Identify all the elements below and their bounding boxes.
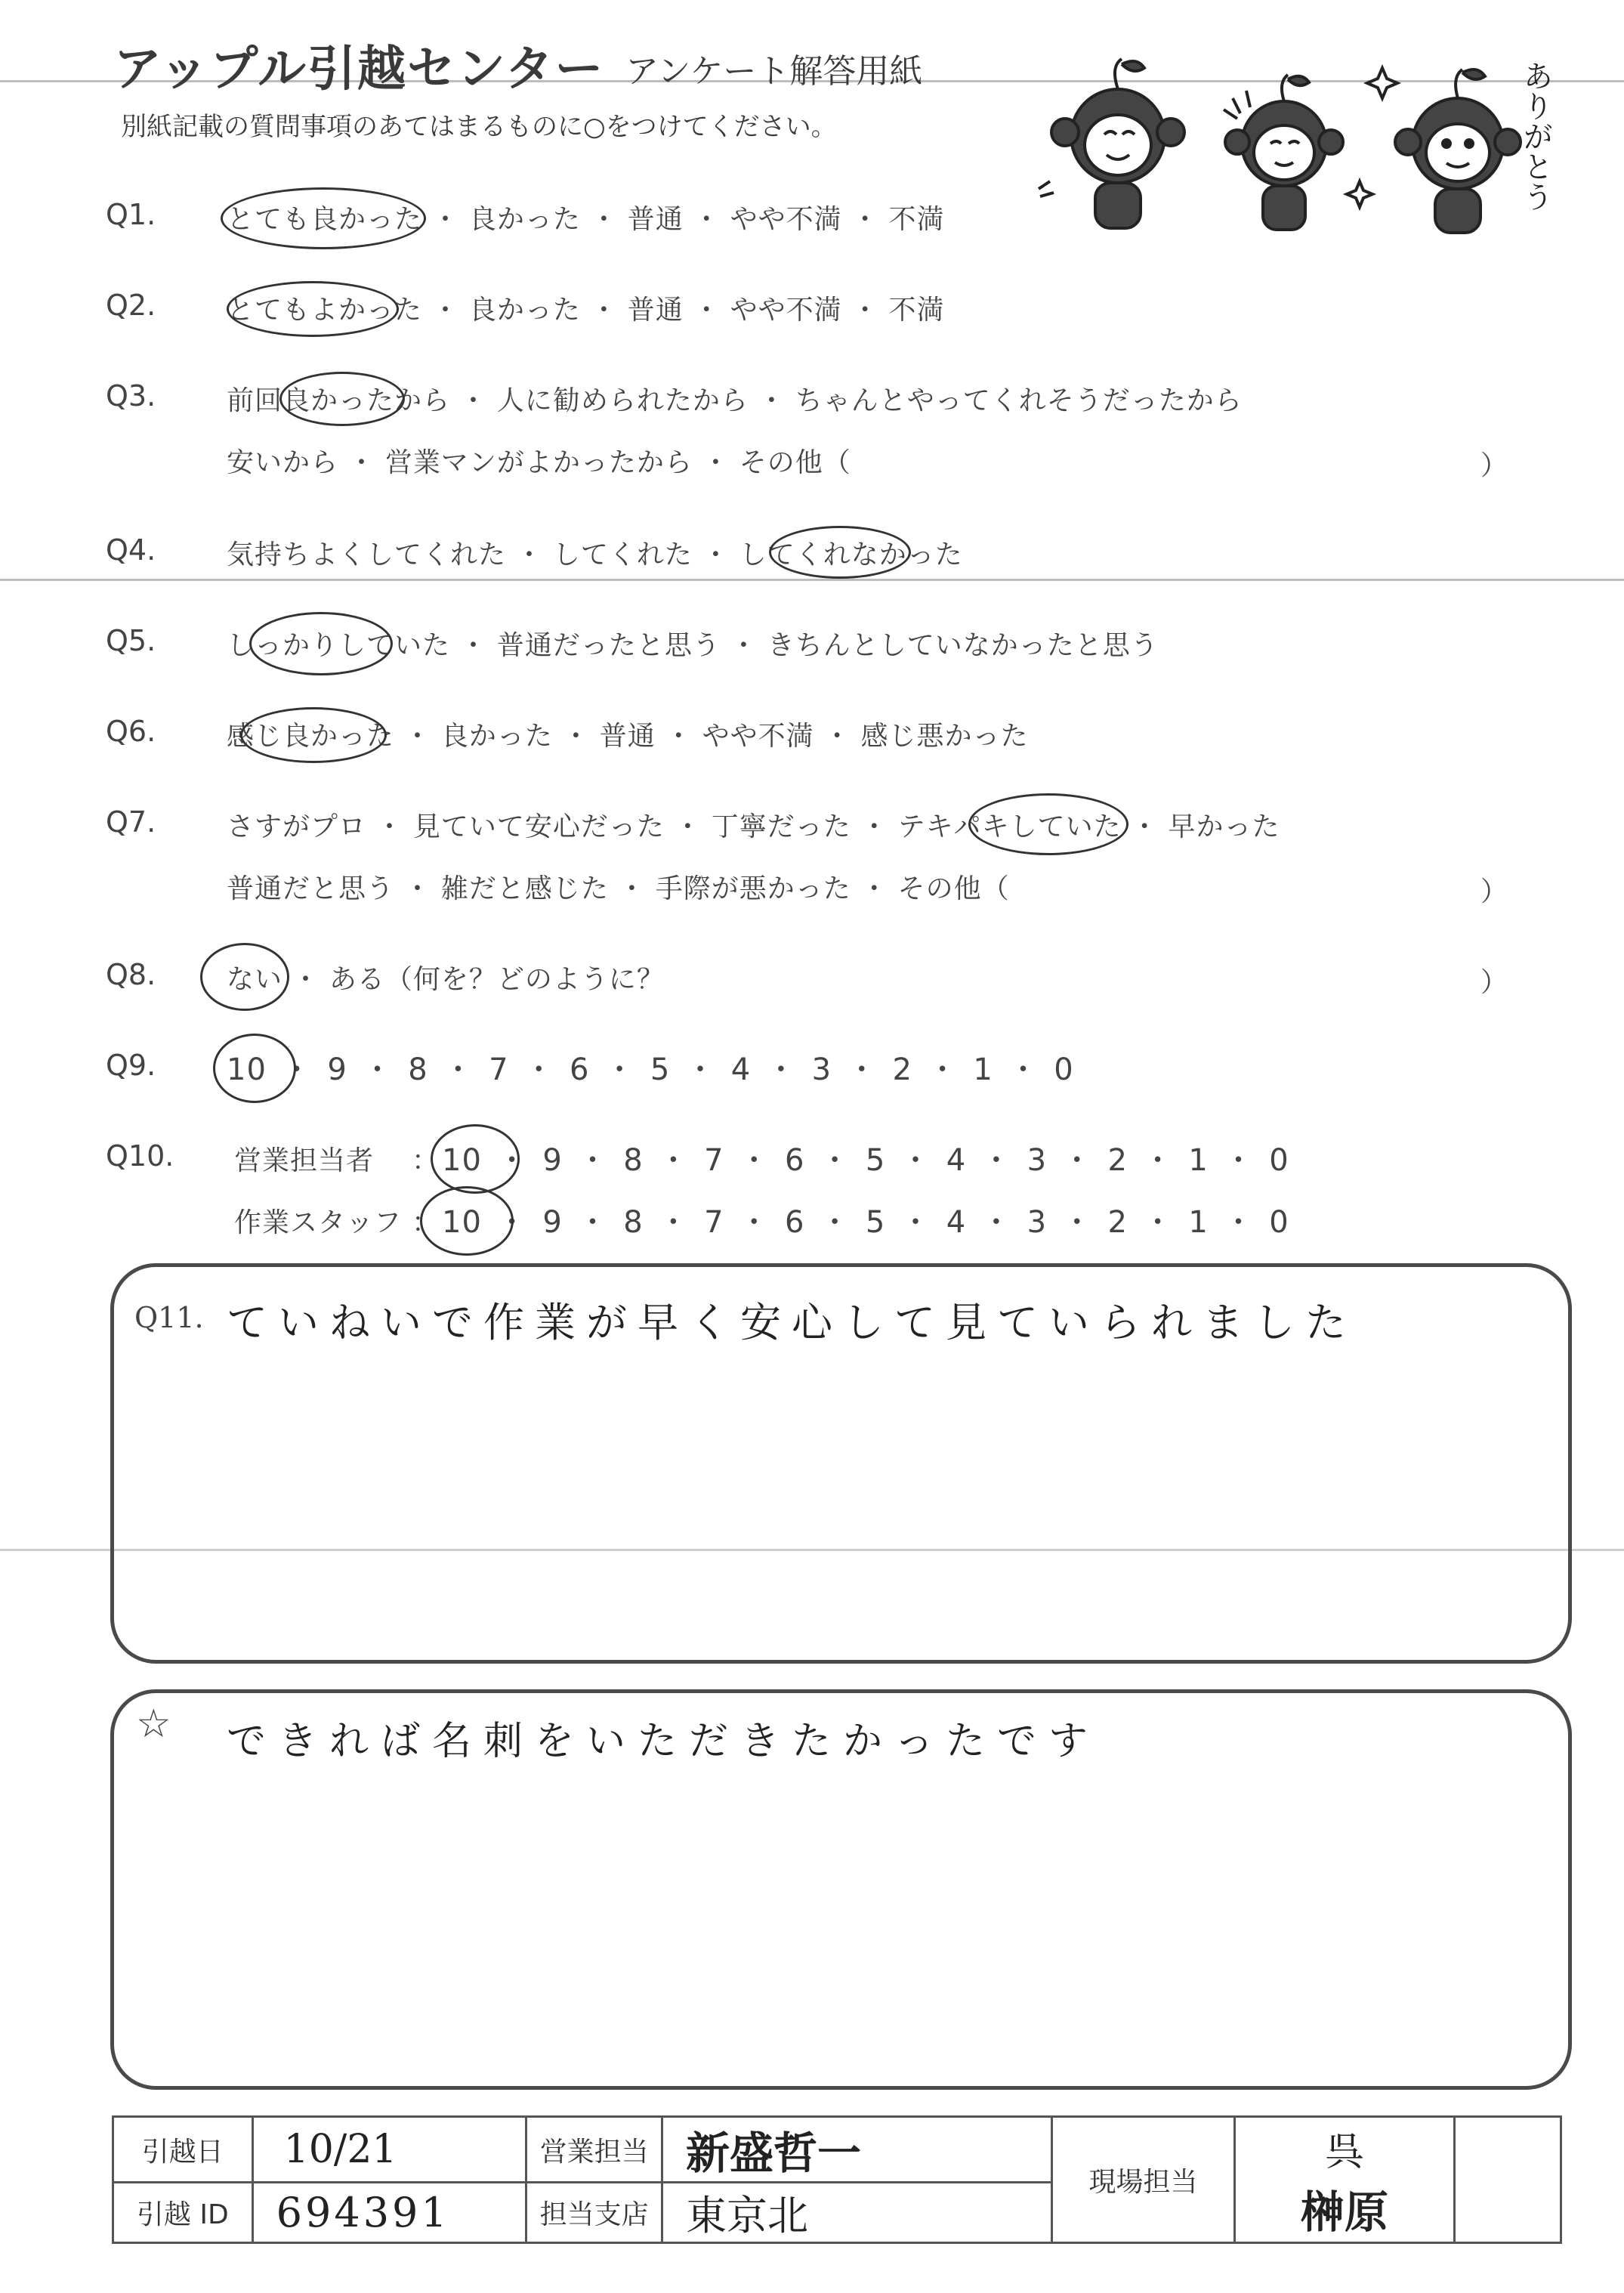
q6-label: Q6. [106,715,156,748]
moving-id-text: 694391 [276,2189,450,2236]
q3-label: Q3. [106,379,156,413]
form-subtitle: アンケート解答用紙 [625,52,923,91]
q2-options[interactable]: とてもよかった ・ 良かった ・ 普通 ・ やや不満 ・ 不満 [227,295,945,326]
answer-circle-q5 [249,612,393,675]
q8-paren-close: ） [1480,967,1508,998]
company-title: アップル引越センター [113,42,605,97]
monkey-right-icon [1395,70,1521,233]
site-name-1: 呉 [1325,2129,1365,2175]
answer-circle-q7 [968,793,1128,855]
answer-circle-q1 [221,187,426,249]
moving-date-value[interactable] [252,2117,526,2183]
q5-label: Q5. [106,624,156,657]
q1-options[interactable]: とても良かった ・ 良かった ・ 普通 ・ やや不満 ・ 不満 [227,204,945,235]
sales-value[interactable] [662,2117,1051,2183]
branch-label: 担当支店 [526,2183,662,2243]
star-icon: ☆ [136,1701,171,1747]
mascot-illustration [1035,45,1548,242]
q11-handwritten-comment: ていねいで作業が早く安心して見ていられました [227,1299,1357,1346]
q10-label: Q10. [106,1139,174,1173]
q3-options-line1[interactable]: 前回良かったから ・ 人に勧められたから ・ ちゃんとやってくれそうだったから [227,385,1243,416]
branch-value[interactable] [662,2183,1051,2243]
answer-circle-q9 [213,1034,296,1103]
answer-circle-q3 [279,372,405,426]
q7-label: Q7. [106,805,156,839]
q10-staff-label: 作業スタッフ [234,1207,403,1238]
monkey-middle-icon [1224,75,1343,230]
q3-paren-close: ） [1480,450,1508,481]
moving-id-label: 引越 ID [113,2183,253,2243]
answer-circle-q10-staff [420,1186,514,1256]
footer-info-table [112,2115,1562,2244]
q10-staff-colon: ： [412,1207,440,1238]
answer-circle-q6 [240,707,387,763]
site-extra-cell [1455,2117,1561,2243]
answer-circle-q10-sales [431,1124,520,1194]
q7-options-line1[interactable]: さすがプロ ・ 見ていて安心だった ・ 丁寧だった ・ テキパキしていた ・ 早かった [227,811,1280,842]
q7-paren-close: ） [1480,876,1508,907]
site-value[interactable] [1234,2117,1455,2243]
q8-options[interactable]: ない ・ ある（何を？どのように？ [227,964,665,995]
q3-options-line2[interactable]: 安いから ・ 営業マンがよかったから ・ その他（ [227,447,851,478]
q10-sales-colon: ： [412,1145,440,1176]
q1-label: Q1. [106,198,156,231]
site-name-2: 榊原 [1301,2186,1389,2238]
q8-label: Q8. [106,958,156,991]
q9-scale[interactable]: 10 ・ 9 ・ 8 ・ 7 ・ 6 ・ 5 ・ 4 ・ 3 ・ 2 ・ 1 ・ 0 [227,1052,1074,1087]
q9-label: Q9. [106,1049,156,1082]
answer-circle-q2 [227,281,399,337]
branch-name-text: 東京北 [685,2192,808,2239]
site-label: 現場担当 [1052,2117,1234,2243]
answer-circle-q4 [769,526,911,579]
monkey-left-icon [1039,59,1184,228]
sparkle-icon [1367,68,1397,98]
moving-date-label: 引越日 [113,2117,253,2183]
instruction-text: 別紙記載の質問事項のあてはまるものに○をつけてください。 [121,112,837,142]
q10-staff-scale[interactable]: 10 ・ 9 ・ 8 ・ 7 ・ 6 ・ 5 ・ 4 ・ 3 ・ 2 ・ 1 ・ 0 [442,1205,1289,1240]
q2-label: Q2. [106,289,156,322]
q4-label: Q4. [106,533,156,567]
q6-options[interactable]: 感じ良かった ・ 良かった ・ 普通 ・ やや不満 ・ 感じ悪かった [227,721,1029,752]
q11-label: Q11. [134,1301,204,1334]
sales-name-text: 新盛哲一 [685,2128,861,2179]
moving-date-text: 10/21 [283,2127,397,2172]
thanks-text: ありがとう [1518,60,1553,212]
q7-options-line2[interactable]: 普通だと思う ・ 雑だと感じた ・ 手際が悪かった ・ その他（ [227,873,1010,904]
star-handwritten-comment: できれば名刺をいただきたかったです [227,1719,1101,1764]
q10-sales-scale[interactable]: 10 ・ 9 ・ 8 ・ 7 ・ 6 ・ 5 ・ 4 ・ 3 ・ 2 ・ 1 ・ 0 [442,1143,1289,1178]
q10-sales-label: 営業担当者 [234,1145,375,1176]
q4-options[interactable]: 気持ちよくしてくれた ・ してくれた ・ してくれなかった [227,539,963,570]
moving-id-value[interactable] [252,2183,526,2243]
answer-circle-q8 [200,943,289,1011]
sales-label: 営業担当 [526,2117,662,2183]
q5-options[interactable]: しっかりしていた ・ 普通だったと思う ・ きちんとしていなかったと思う [227,630,1159,661]
mid-divider [0,579,1624,581]
